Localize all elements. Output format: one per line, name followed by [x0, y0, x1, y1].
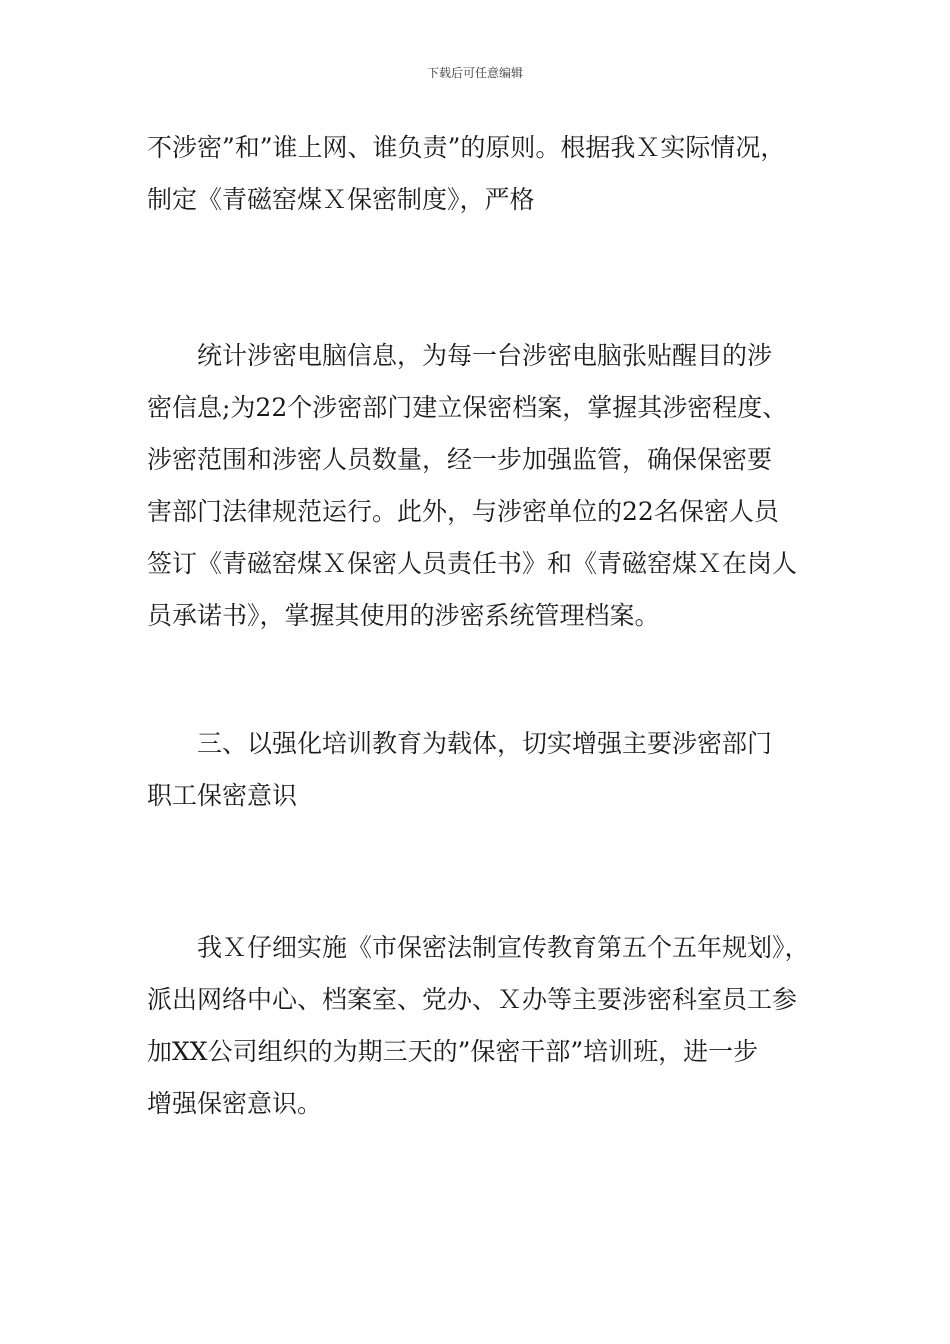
text-line: 员承诺书》，掌握其使用的涉密系统管理档案。 [147, 601, 660, 630]
paragraph-4 [147, 922, 817, 1130]
text-line: 增强保密意识。 [147, 1089, 323, 1118]
paragraph-2 [147, 330, 817, 642]
text-line: 不涉密”和”谁上网、谁负责”的原则。根据我Ｘ实际情况， [147, 133, 786, 162]
page-header-note: 下载后可任意编辑 [426, 66, 523, 80]
text-line: 害部门法律规范运行。此外，与涉密单位的22名保密人员 [147, 497, 779, 526]
text-line: 三、以强化培训教育为载体，切实增强主要涉密部门 [197, 729, 773, 758]
text-line: 派出网络中心、档案室、党办、Ｘ办等主要涉密科室员工参 [147, 985, 798, 1014]
section-heading-3 [147, 718, 817, 822]
text-line: 涉密范围和涉密人员数量，经一步加强监管，确保保密要 [147, 445, 773, 474]
paragraph-1 [147, 122, 817, 226]
text-line: 制定《青磁窑煤Ｘ保密制度》，严格 [147, 185, 535, 214]
text-line: 密信息;为22个涉密部门建立保密档案，掌握其涉密程度、 [147, 393, 788, 422]
text-line: 职工保密意识 [147, 781, 298, 810]
text-line: 加XX公司组织的为期三天的”保密干部”培训班，进一步 [147, 1037, 759, 1066]
text-line: 统计涉密电脑信息，为每一台涉密电脑张贴醒目的涉 [197, 341, 773, 370]
text-line: 签订《青磁窑煤Ｘ保密人员责任书》和《青磁窑煤Ｘ在岗人 [147, 549, 798, 578]
text-line: 我Ｘ仔细实施《市保密法制宣传教育第五个五年规划》， [197, 933, 810, 962]
